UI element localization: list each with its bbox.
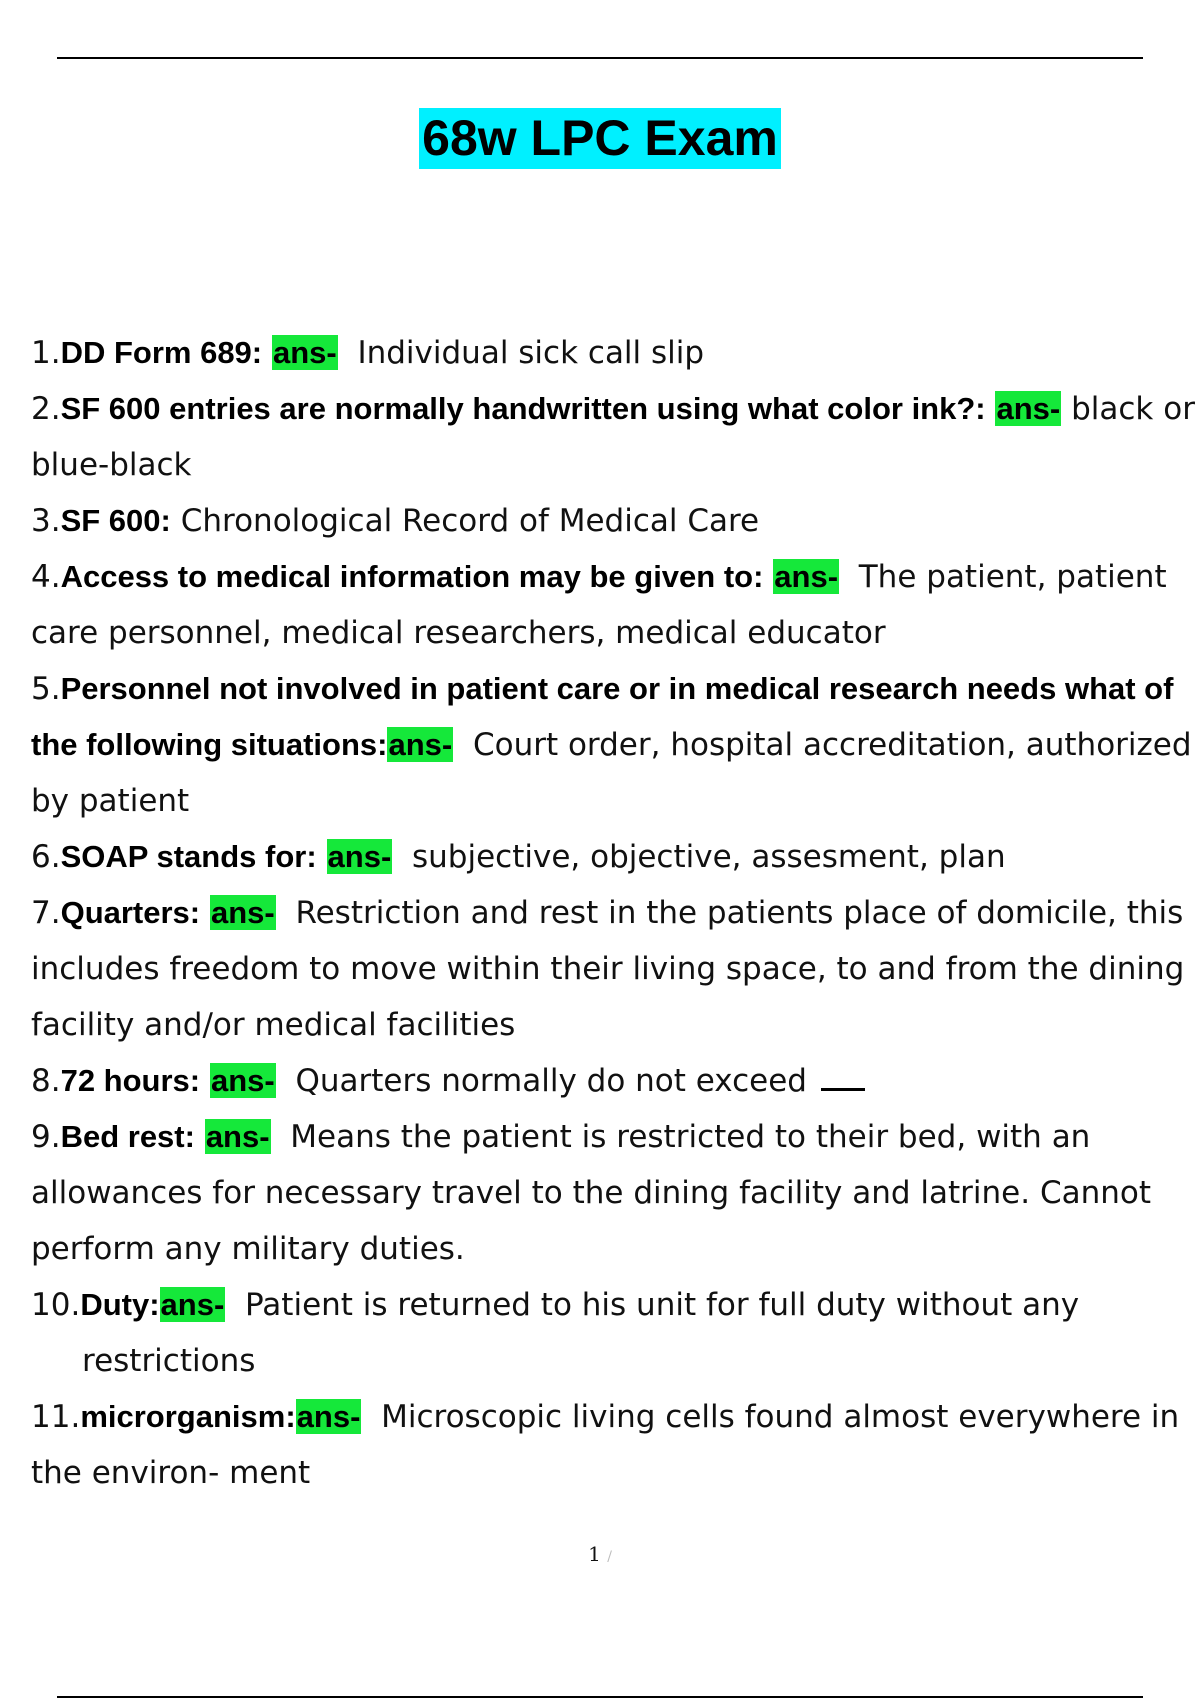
answer-text: Restriction and rest in the patients place of domicile, this includes freedom to move within their living space, to and from the dining facility and/or medical facilities [31, 895, 1185, 1043]
answer-text: Chronological Record of Medical Care [180, 503, 760, 539]
qa-item-4 [31, 549, 1200, 661]
item-number: 4. [31, 559, 61, 595]
qa-item-11 [31, 1389, 1200, 1501]
qa-item-9 [31, 1109, 1200, 1277]
question-text: SF 600 entries are normally handwritten using what color ink?: [60, 391, 986, 426]
qa-item-8 [31, 1053, 1200, 1109]
answer-text: Court order, hospital accreditation, authorized by patient [31, 727, 1192, 819]
answer-text: black or blue-black [31, 391, 1195, 483]
item-number: 8. [31, 1063, 61, 1099]
qa-item-7 [31, 885, 1200, 1053]
item-number: 5. [31, 671, 61, 707]
question-text: SF 600: [60, 503, 171, 538]
page-number-value: 1 [588, 1542, 601, 1566]
item-number: 11. [31, 1399, 81, 1435]
item-number: 9. [31, 1119, 61, 1155]
answer-text: subjective, objective, assesment, plan [412, 839, 1006, 875]
question-text: 72 hours: [60, 1063, 201, 1098]
top-rule [57, 57, 1143, 59]
page-separator: / [607, 1549, 612, 1565]
qa-item-5 [31, 661, 1200, 829]
question-list [31, 325, 1200, 1501]
qa-item-1 [31, 325, 1200, 381]
qa-item-6 [31, 829, 1200, 885]
item-number: 2. [31, 391, 61, 427]
answer-marker: ans- [205, 1119, 270, 1154]
question-text: Duty: [80, 1287, 160, 1322]
question-text: SOAP stands for: [60, 839, 317, 874]
answer-marker: ans- [327, 839, 392, 874]
answer-text: Quarters normally do not exceed [295, 1063, 807, 1099]
question-text: Personnel not involved in patient care or in medical research needs what of the following situations: [31, 671, 1174, 762]
qa-item-2 [31, 381, 1200, 493]
question-text: DD Form 689: [60, 335, 263, 370]
fill-in-blank [821, 1088, 865, 1091]
answer-text: Patient is returned to his unit for full duty without any restrictions [82, 1287, 1080, 1379]
answer-text: Means the patient is restricted to their bed, with an allowances for necessary travel to the dining facility and latrine. Cannot perform any military duties. [31, 1119, 1152, 1267]
page-number [0, 1542, 1200, 1566]
document-title: 68w LPC Exam [419, 108, 781, 169]
question-text: Access to medical information may be given to: [60, 559, 764, 594]
item-number: 6. [31, 839, 61, 875]
question-text: Bed rest: [60, 1119, 195, 1154]
answer-marker: ans- [160, 1287, 225, 1322]
answer-marker: ans- [388, 727, 453, 762]
answer-marker: ans- [210, 1063, 275, 1098]
answer-marker: ans- [774, 559, 839, 594]
item-number: 1. [31, 335, 61, 371]
qa-item-3 [31, 493, 1200, 549]
item-number: 3. [31, 503, 61, 539]
answer-text: Individual sick call slip [357, 335, 705, 371]
answer-marker: ans- [272, 335, 337, 370]
bottom-rule [57, 1696, 1143, 1698]
qa-item-10 [31, 1277, 1200, 1389]
answer-text: The patient, patient care personnel, medical researchers, medical educator [31, 559, 1167, 651]
question-text: Quarters: [60, 895, 201, 930]
answer-marker: ans- [996, 391, 1061, 426]
answer-marker: ans- [210, 895, 275, 930]
answer-marker: ans- [296, 1399, 361, 1434]
answer-text: Microscopic living cells found almost everywhere in the environ- ment [31, 1399, 1180, 1491]
question-text: microrganism: [80, 1399, 296, 1434]
title-container [0, 108, 1200, 169]
item-number: 10. [31, 1287, 81, 1323]
item-number: 7. [31, 895, 61, 931]
